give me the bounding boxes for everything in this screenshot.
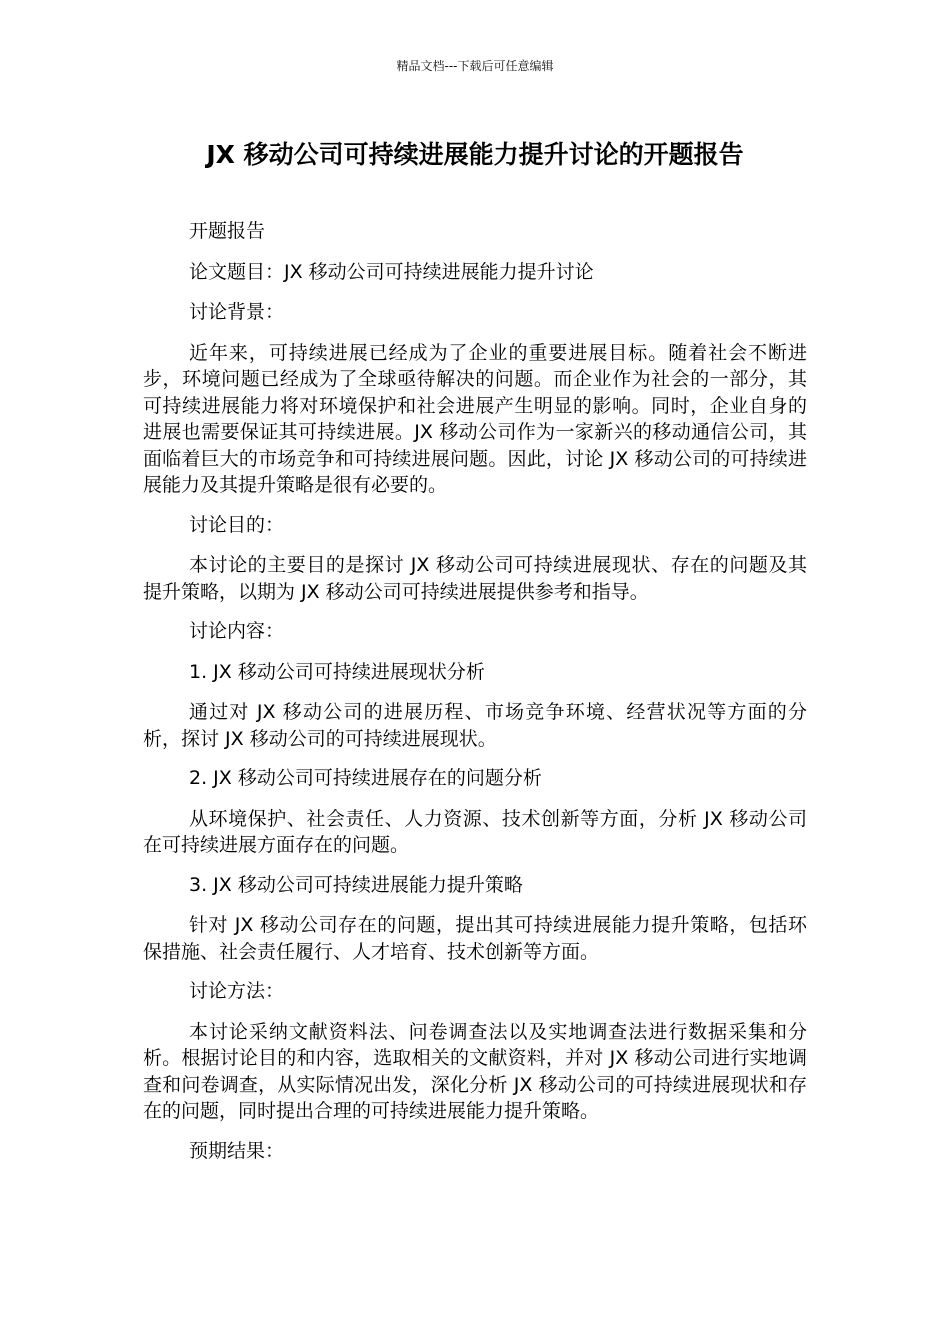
document-body bbox=[143, 218, 807, 1178]
content-item-2-heading: 2. JX 移动公司可持续进展存在的问题分析 bbox=[189, 767, 542, 789]
purpose-paragraph: 本讨论的主要目的是探讨 JX 移动公司可持续进展现状、存在的问题及其提升策略，以期为 JX 移动公司可持续进展提供参考和指导。 bbox=[143, 554, 807, 603]
content-item-3-heading: 3. JX 移动公司可持续进展能力提升策略 bbox=[189, 873, 523, 896]
content-item-3-paragraph: 针对 JX 移动公司存在的问题，提出其可持续进展能力提升策略，包括环保措施、社会责任履行、人才培育、技术创新等方面。 bbox=[143, 914, 807, 963]
method-paragraph: 本讨论采纳文献资料法、问卷调查法以及实地调查法进行数据采集和分析。根据讨论目的和内容，选取相关的文献资料，并对 JX 移动公司进行实地调查和问卷调查，从实际情况出发，深化分析 JX 移动公司的可持续进展现状和存在的问题，同时提出合理的可持续进展能力提升策略。 bbox=[143, 1020, 807, 1122]
section-heading-content: 讨论内容： bbox=[189, 620, 285, 642]
page-header-note: 精品文档---下载后可任意编辑 bbox=[396, 59, 554, 73]
section-heading-method: 讨论方法： bbox=[189, 980, 285, 1002]
background-paragraph: 近年来，可持续进展已经成为了企业的重要进展目标。随着社会不断进步，环境问题已经成为了全球亟待解决的问题。而企业作为社会的一部分，其可持续进展能力将对环境保护和社会进展产生明显的影响。同时，企业自身的进展也需要保证其可持续进展。JX 移动公司作为一家新兴的移动通信公司，其面临着巨大的市场竞争和可持续进展问题。因此，讨论 JX 移动公司的可持续进展能力及其提升策略是很有必要的。 bbox=[143, 341, 807, 496]
thesis-title-line: 论文题目：JX 移动公司可持续进展能力提升讨论 bbox=[189, 260, 594, 283]
document-title: JX 移动公司可持续进展能力提升讨论的开题报告 bbox=[206, 140, 744, 169]
section-heading-expected-results: 预期结果： bbox=[189, 1139, 285, 1162]
content-item-2-paragraph: 从环境保护、社会责任、人力资源、技术创新等方面，分析 JX 移动公司在可持续进展方面存在的问题。 bbox=[143, 807, 807, 856]
content-item-1-paragraph: 通过对 JX 移动公司的进展历程、市场竞争环境、经营状况等方面的分析，探讨 JX 移动公司的可持续进展现状。 bbox=[143, 701, 807, 750]
section-label-report: 开题报告 bbox=[189, 220, 266, 242]
section-heading-background: 讨论背景： bbox=[189, 301, 285, 323]
content-item-1-heading: 1. JX 移动公司可持续进展现状分析 bbox=[189, 660, 485, 683]
section-heading-purpose: 讨论目的： bbox=[189, 513, 285, 536]
